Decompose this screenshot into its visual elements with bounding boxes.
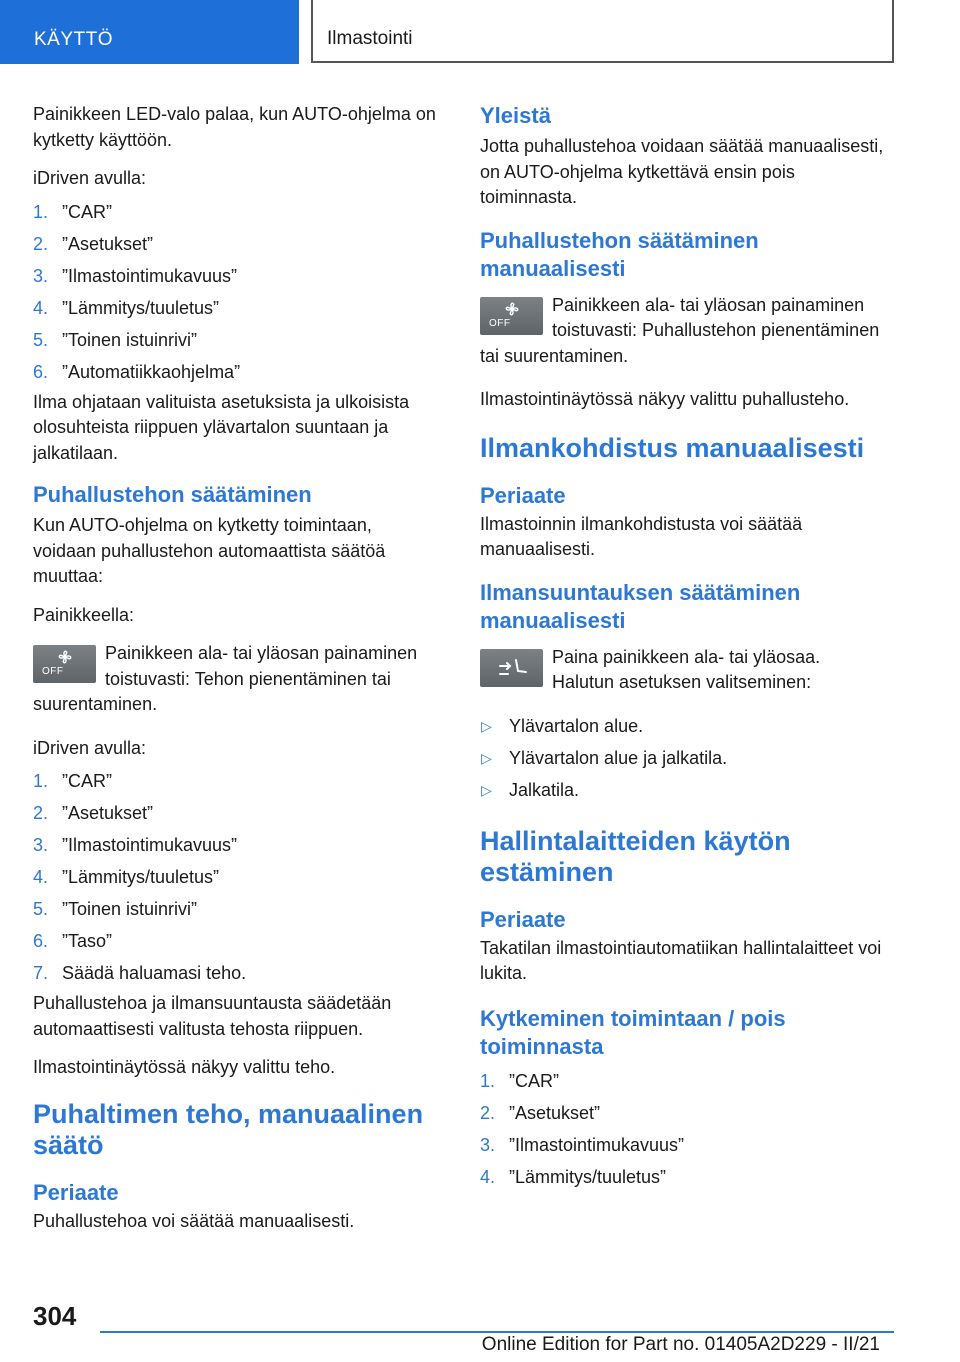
list-item: 6. ”Automatiikkaohjelma” [33, 361, 241, 382]
subsection-heading: Periaate [480, 906, 566, 932]
paragraph: Ilmastoinnin ilmankohdistusta voi säätää manuaalisesti. [480, 513, 803, 559]
chapter-title: Ilmastointi [327, 28, 413, 49]
section-heading: Puhallustehon säätäminen [33, 482, 312, 507]
list-item: ▷ Ylävartalon alue ja jalkatila. [480, 742, 885, 774]
step-list [33, 196, 438, 388]
paragraph: Painikkeen LED-valo palaa, kun AUTO-ohjelma on kytketty käyttöön. [33, 104, 436, 150]
air-distribution-button-icon [480, 649, 543, 687]
paragraph: Puhallustehoa ja ilmansuuntausta säädetään automaattisesti valitusta tehosta riippuen. [33, 993, 392, 1039]
triangle-bullet-icon: ▷ [481, 717, 492, 734]
list-item: 3. ”Ilmastointimukavuus” [480, 1134, 685, 1155]
list-item: 4. ”Lämmitys/tuuletus” [33, 867, 220, 887]
list-item: ▷ Ylävartalon alue. [480, 710, 885, 742]
off-label: OFF [42, 666, 64, 677]
section-heading: Hallintalaitteiden käytön estäminen [480, 825, 791, 887]
list-item: 5. ”Toinen istuinrivi” [33, 899, 198, 919]
list-item: 2. ”Asetukset” [33, 803, 154, 823]
subsection-heading: Periaate [33, 1179, 119, 1205]
icon-text: Paina painikkeen ala- tai yläosaa. Halutun asetuksen valitseminen: [552, 646, 821, 692]
list-item: 7. Säädä haluamasi teho. [33, 963, 247, 983]
fan-icon [503, 300, 521, 318]
list-item: 1. ”CAR” [480, 1070, 559, 1091]
section-tab [0, 0, 299, 64]
edition-note: Online Edition for Part no. 01405A2D229 - II/21 [481, 1334, 880, 1355]
fan-button-icon [480, 297, 543, 335]
paragraph: Jotta puhallustehoa voidaan säätää manuaalisesti, on AUTO-ohjelma kytkettävä ensin pois toiminnasta. [480, 136, 884, 207]
list-item: 2. ”Asetukset” [33, 233, 154, 254]
step-list [480, 1065, 885, 1193]
step-list [33, 765, 438, 989]
icon-text: Painikkeen ala- tai yläosan painaminen toistuvasti: Puhallustehon pienentäminen tai suurentaminen. [480, 294, 880, 366]
paragraph: Kun AUTO-ohjelma on kytketty toimintaan, voidaan puhallustehon automaattista säätöä muuttaa: [33, 515, 386, 586]
paragraph: Ilma ohjataan valituista asetuksista ja ulkoisista olosuhteista riippuen ylävartalon suuntaan ja jalkatilaan. [33, 391, 410, 463]
right-column [480, 102, 885, 1193]
list-item: 4. ”Lämmitys/tuuletus” [33, 297, 220, 318]
subsection-heading: Kytkeminen toimintaan / pois toiminnasta [480, 1005, 786, 1059]
fan-icon [56, 648, 74, 666]
list-item: ▷ Jalkatila. [480, 774, 885, 806]
list-item: 3. ”Ilmastointimukavuus” [33, 265, 238, 286]
triangle-bullet-icon: ▷ [481, 781, 492, 798]
paragraph: Painikkeella: [33, 604, 135, 625]
paragraph: iDriven avulla: [33, 168, 147, 188]
fan-button-icon [33, 645, 96, 683]
paragraph: Ilmastointinäytössä näkyy valittu puhallusteho. [480, 389, 850, 409]
off-label: OFF [489, 317, 511, 329]
triangle-bullet-icon: ▷ [481, 749, 492, 766]
paragraph: Puhallustehoa voi säätää manuaalisesti. [33, 1210, 355, 1231]
section-heading: Puhallustehon säätäminen manuaalisesti [480, 227, 759, 281]
section-heading: Ilmankohdistus manuaalisesti [480, 432, 865, 463]
list-item: 6. ”Taso” [33, 931, 113, 951]
subsection-heading: Periaate [480, 482, 566, 508]
air-distribution-icon [496, 657, 528, 681]
list-item: 4. ”Lämmitys/tuuletus” [480, 1166, 667, 1187]
paragraph: Takatilan ilmastointiautomatiikan hallintalaitteet voi lukita. [480, 937, 882, 983]
list-item: 1. ”CAR” [33, 771, 112, 791]
footer-divider [100, 1331, 894, 1333]
icon-instruction [33, 641, 438, 718]
list-item: 2. ”Asetukset” [480, 1102, 601, 1123]
bullet-list [480, 710, 885, 806]
section-heading: Yleistä [480, 103, 551, 128]
section-label: KÄYTTÖ [34, 29, 114, 50]
icon-text: Painikkeen ala- tai yläosan painaminen toistuvasti: Tehon pienentäminen tai suurentaminen. [33, 643, 418, 714]
left-column [33, 102, 438, 1234]
paragraph: Ilmastointinäytössä näkyy valittu teho. [33, 1057, 336, 1077]
paragraph: iDriven avulla: [33, 737, 147, 758]
list-item: 3. ”Ilmastointimukavuus” [33, 835, 238, 855]
icon-instruction [480, 293, 885, 370]
list-item: 1. ”CAR” [33, 201, 112, 222]
list-item: 5. ”Toinen istuinrivi” [33, 329, 198, 350]
subsection-heading: Ilmansuuntauksen säätäminen manuaalisesti [480, 579, 801, 633]
chapter-header [311, 0, 894, 63]
icon-instruction [480, 645, 885, 696]
page-number: 304 [33, 1301, 77, 1331]
section-heading: Puhaltimen teho, manuaalinen säätö [33, 1098, 424, 1160]
